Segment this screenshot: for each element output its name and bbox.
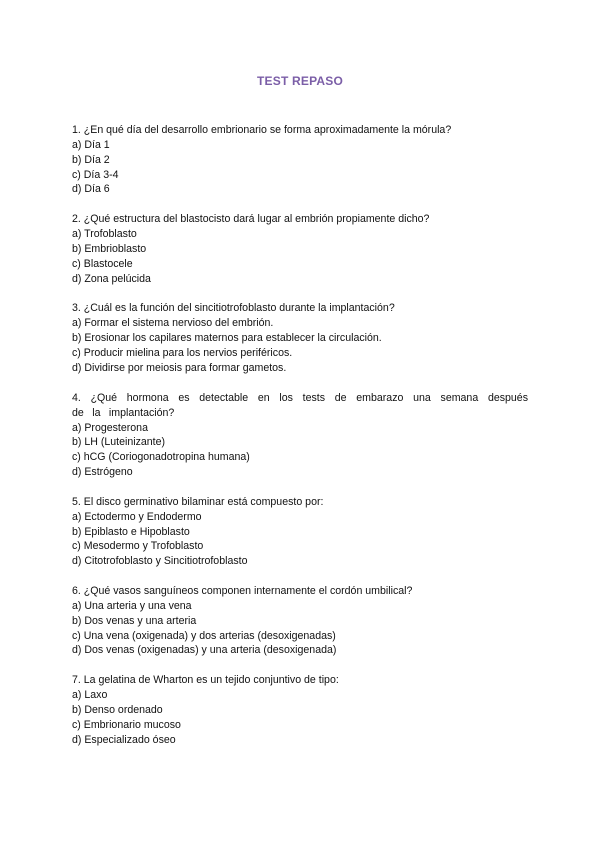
question-7	[72, 673, 528, 747]
question-3	[72, 301, 528, 375]
option-a: a) Día 1	[72, 139, 110, 151]
option-d: d) Estrógeno	[72, 465, 133, 478]
option-a: a) Laxo	[72, 689, 108, 702]
option-b: b) Día 2	[72, 153, 110, 166]
question-1	[72, 123, 528, 197]
option-a: a) Una arteria y una vena	[72, 599, 192, 612]
option-c: c) Día 3-4	[72, 168, 119, 181]
option-b: b) LH (Luteinizante)	[72, 436, 166, 449]
question-text: 4. ¿Qué hormona es detectable en los tests de embarazo una semana después de la implantación?	[72, 391, 528, 419]
option-d: d) Día 6	[72, 183, 110, 196]
question-text: 6. ¿Qué vasos sanguíneos componen internamente el cordón umbilical?	[72, 584, 413, 597]
question-list	[72, 123, 528, 747]
question-text: 2. ¿Qué estructura del blastocisto dará lugar al embrión propiamente dicho?	[72, 213, 430, 226]
option-d: d) Dividirse por meiosis para formar gametos.	[72, 361, 287, 374]
option-a: a) Progesterona	[72, 421, 148, 434]
option-c: c) Embrionario mucoso	[72, 718, 181, 731]
option-c: c) hCG (Coriogonadotropina humana)	[72, 451, 250, 464]
option-a: a) Trofoblasto	[72, 228, 137, 241]
question-6	[72, 584, 528, 658]
question-text: 3. ¿Cuál es la función del sincitiotrofoblasto durante la implantación?	[72, 302, 395, 315]
question-2	[72, 212, 528, 286]
option-d: d) Citotrofoblasto y Sincitiotrofoblasto	[72, 555, 248, 568]
option-a: a) Formar el sistema nervioso del embrión.	[72, 317, 274, 330]
option-c: c) Una vena (oxigenada) y dos arterias (desoxigenadas)	[72, 629, 336, 642]
page-title: TEST REPASO	[257, 74, 343, 88]
option-d: d) Dos venas (oxigenadas) y una arteria (desoxigenada)	[72, 644, 337, 657]
question-text: 5. El disco germinativo bilaminar está compuesto por:	[72, 495, 324, 508]
option-a: a) Ectodermo y Endodermo	[72, 510, 202, 523]
option-b: b) Denso ordenado	[72, 703, 163, 716]
option-d: d) Especializado óseo	[72, 733, 176, 746]
option-c: c) Blastocele	[72, 257, 133, 270]
option-c: c) Mesodermo y Trofoblasto	[72, 540, 204, 553]
option-b: b) Embrioblasto	[72, 242, 147, 255]
option-b: b) Epiblasto e Hipoblasto	[72, 525, 190, 538]
option-b: b) Erosionar los capilares maternos para establecer la circulación.	[72, 332, 382, 345]
option-c: c) Producir mielina para los nervios periféricos.	[72, 346, 293, 359]
option-d: d) Zona pelúcida	[72, 272, 151, 285]
question-5	[72, 495, 528, 569]
question-text: 1. ¿En qué día del desarrollo embrionario se forma aproximadamente la mórula?	[72, 124, 452, 136]
question-4	[72, 391, 528, 480]
question-text: 7. La gelatina de Wharton es un tejido conjuntivo de tipo:	[72, 674, 339, 687]
option-b: b) Dos venas y una arteria	[72, 614, 197, 627]
